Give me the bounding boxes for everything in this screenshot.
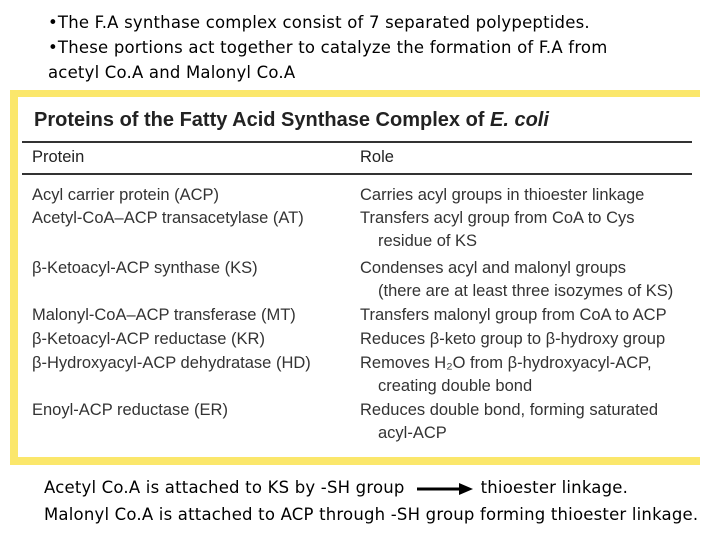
table-row-protein: Acyl carrier protein (ACP) [32,186,220,204]
table-row-role [360,257,700,303]
table-row-role: Reduces β-keto group to β-hydroxy group [360,330,666,348]
table-title [34,109,549,132]
table-header-rule [22,173,692,175]
footer-line-1-end: thioester linkage. [480,478,629,497]
intro-line-1: •The F.A synthase complex consist of 7 separated polypeptides. [48,13,590,32]
right-arrow-icon [417,482,473,496]
footer-line-1 [44,474,714,501]
column-header-role: Role [360,148,394,166]
column-header-protein: Protein [32,148,85,166]
table-row-role [360,352,700,398]
table-title-organism: E. coli [490,109,549,131]
role-text: Reduces double bond, forming saturated [360,401,659,419]
role-text: Transfers acyl group from CoA to Cys [360,209,635,227]
footer-text [44,474,714,528]
role-text: Condenses acyl and malonyl groups [360,259,626,277]
table-row-role: Carries acyl groups in thioester linkage [360,186,645,204]
table-row-protein: β-Ketoacyl-ACP reductase (KR) [32,330,265,348]
intro-line-3: acetyl Co.A and Malonyl Co.A [48,63,296,82]
intro-text [48,10,708,85]
table-row-role [360,207,700,253]
table-row-protein: Malonyl-CoA–ACP transferase (MT) [32,306,296,324]
table-row-protein: Acetyl-CoA–ACP transacetylase (AT) [32,209,304,227]
table-row-protein: β-Hydroxyacyl-ACP dehydratase (HD) [32,354,311,372]
footer-line-2: Malonyl Co.A is attached to ACP through -SH group forming thioester linkage. [44,505,699,524]
role-continuation: (there are at least three isozymes of KS) [378,282,674,300]
role-continuation: acyl-ACP [378,424,447,442]
table-top-rule [22,141,692,143]
table-row-protein: Enoyl-ACP reductase (ER) [32,401,228,419]
intro-line-2: •These portions act together to catalyze the formation of F.A from [48,38,608,57]
table-row-protein: β-Ketoacyl-ACP synthase (KS) [32,259,258,277]
table-row-role [360,399,700,445]
role-text: Removes H₂O from β-hydroxyacyl-ACP, [360,354,652,372]
table-row-role: Transfers malonyl group from CoA to ACP [360,306,667,324]
footer-line-1-start: Acetyl Co.A is attached to KS by -SH group [44,478,405,497]
protein-table [18,97,700,457]
table-title-text: Proteins of the Fatty Acid Synthase Complex of [34,109,490,131]
role-continuation: residue of KS [378,232,478,250]
role-continuation: creating double bond [378,377,533,395]
